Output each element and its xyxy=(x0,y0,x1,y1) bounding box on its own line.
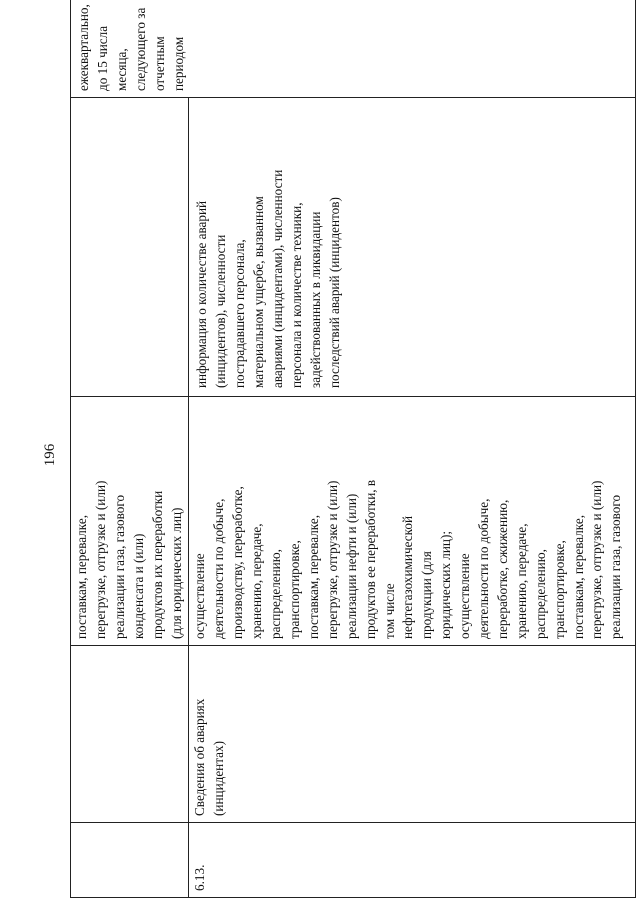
cell-content-empty xyxy=(71,98,189,397)
rotated-table-container xyxy=(70,4,624,898)
table-row-6-13 xyxy=(189,0,636,898)
text-line: следующего за xyxy=(132,7,148,91)
text-line: персонала и количестве техники, xyxy=(288,202,304,388)
table-row-continuation xyxy=(71,0,189,898)
text-line: ежеквартально, xyxy=(76,4,91,91)
text-line: задействованных в ликвидации xyxy=(307,211,323,388)
text-line: юридических лиц); xyxy=(438,530,454,639)
text-line: распределению, xyxy=(532,549,548,639)
text-line: производству, переработке, xyxy=(230,486,246,639)
text-line: транспортировке, xyxy=(551,540,567,639)
text-line: (для юридических лиц) xyxy=(168,507,184,639)
cell-period xyxy=(71,0,636,98)
text-line: авариями (инцидентами), численности xyxy=(270,169,286,388)
statistics-table xyxy=(70,0,636,898)
text-line: перегрузке, отгрузке и (или) xyxy=(92,480,108,639)
text-line: нефтегазохимической xyxy=(400,515,416,639)
text-line: транспортировке, xyxy=(286,540,302,639)
text-line: продукции (для xyxy=(419,551,435,639)
text-line: осуществление xyxy=(457,553,473,639)
text-line: периодом xyxy=(170,36,186,91)
text-line: последствий аварий (инцидентов) xyxy=(326,197,342,388)
text-line: хранению, передаче, xyxy=(513,523,529,639)
text-line: поставкам, перевалке, xyxy=(74,514,89,639)
text-line: продуктов их переработки xyxy=(149,490,165,639)
row-number: 6.13. xyxy=(192,864,208,891)
text-line: перегрузке, отгрузке и (или) xyxy=(324,480,340,639)
text-line: распределению, xyxy=(268,549,284,639)
cell-respondents xyxy=(189,397,636,646)
text-line: (инцидентов), численности xyxy=(213,234,229,388)
text-line: том числе xyxy=(381,583,397,639)
text-line: перегрузке, отгрузке и (или) xyxy=(589,480,605,639)
text-line: деятельности по добыче, xyxy=(211,498,227,639)
cell-content xyxy=(189,98,636,397)
text-line: Сведения об авариях xyxy=(192,698,208,816)
cell-name xyxy=(189,646,636,823)
text-line: переработке, сжижению, xyxy=(494,499,510,639)
text-line: реализации газа, газового xyxy=(608,494,624,639)
cell-number-empty xyxy=(71,823,189,898)
text-line: хранению, передаче, xyxy=(249,523,265,639)
text-line: конденсата и (или) xyxy=(130,533,146,639)
cell-number xyxy=(189,823,636,898)
text-line: отчетным xyxy=(151,36,167,91)
text-line: месяца, xyxy=(113,48,129,91)
text-line: материальном ущербе, вызванном xyxy=(251,196,267,388)
cell-respondents-continuation xyxy=(71,397,189,646)
text-line: осуществление xyxy=(192,553,208,639)
text-line: реализации газа, газового xyxy=(111,494,127,639)
text-line: пострадавшего персонала, xyxy=(232,239,248,388)
text-line: информация о количестве аварий xyxy=(194,200,210,388)
text-line: продуктов ее переработки, в xyxy=(362,479,378,639)
text-line: (инцидентах) xyxy=(211,740,227,816)
cell-name-empty xyxy=(71,646,189,823)
text-line: реализации нефти и (или) xyxy=(343,493,359,639)
page-number: 196 xyxy=(42,443,58,467)
text-line: до 15 числа xyxy=(94,25,110,91)
text-line: поставкам, перевалке, xyxy=(305,514,321,639)
text-line: поставкам, перевалке, xyxy=(570,514,586,639)
rotated-table-area xyxy=(70,4,624,898)
text-line: деятельности по добыче, xyxy=(476,498,492,639)
